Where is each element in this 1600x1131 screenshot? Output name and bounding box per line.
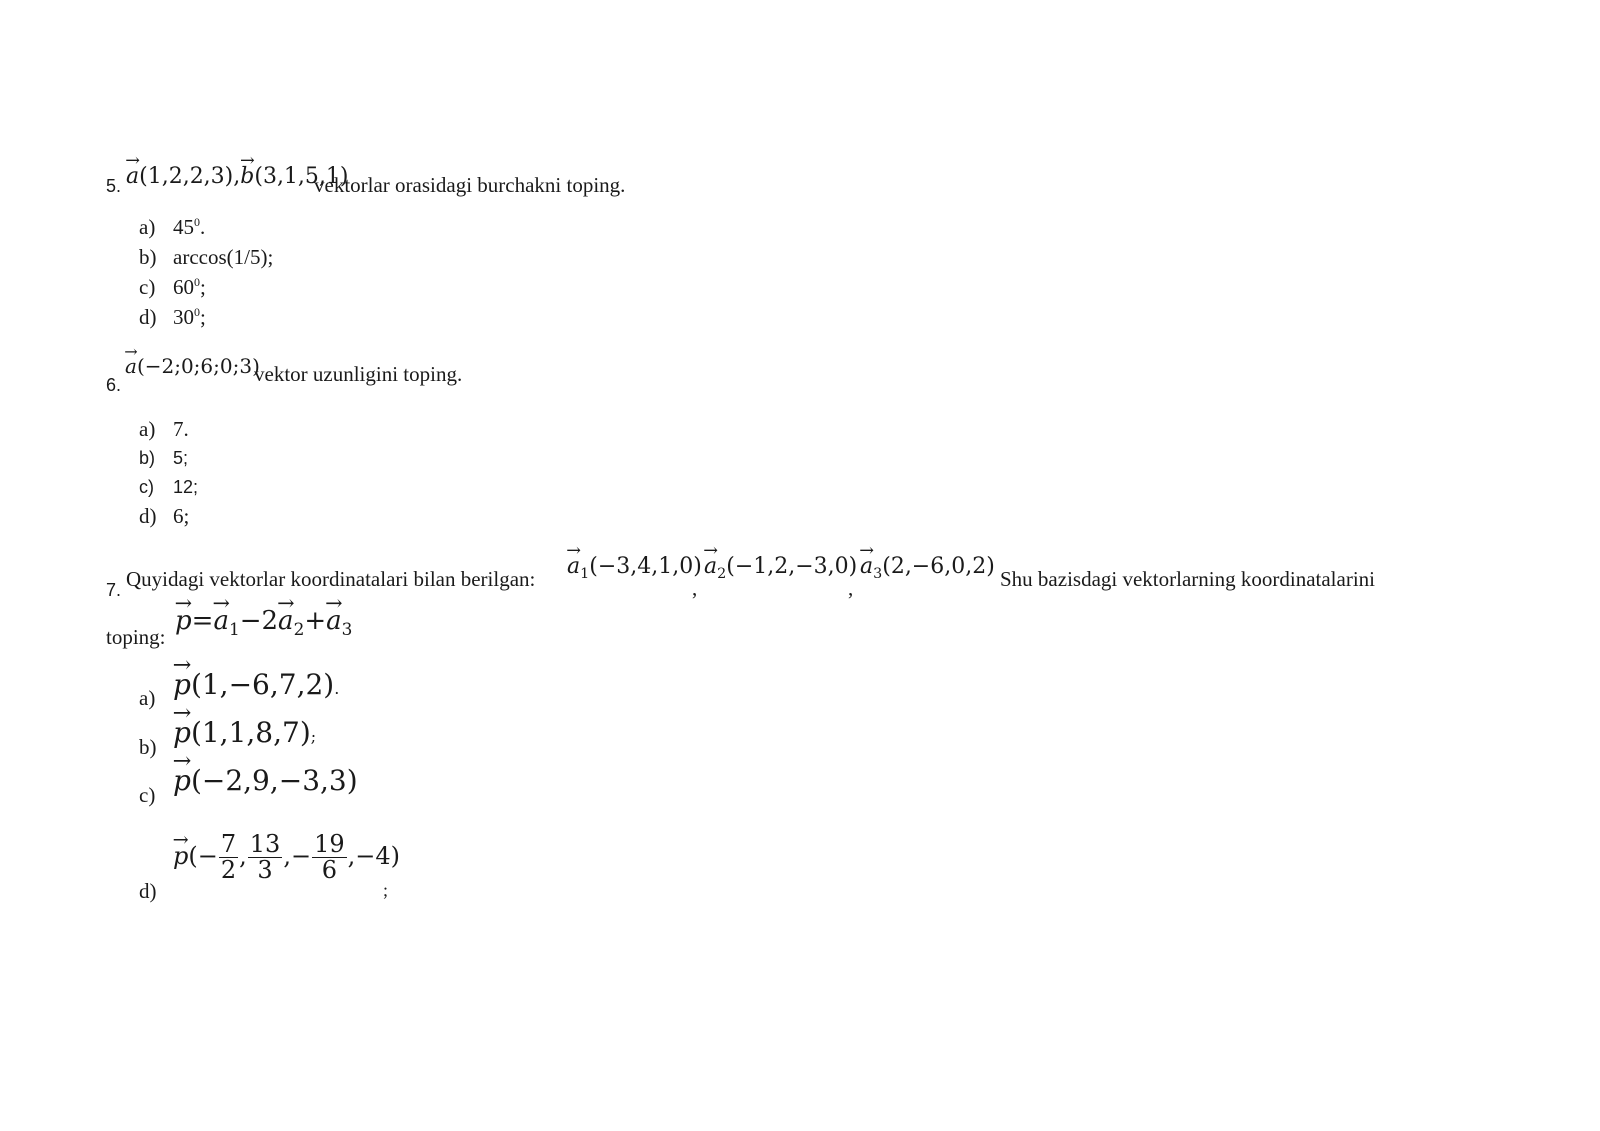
question-text-continued: Shu bazisdagi vektorlarning koordinatalarini — [1000, 567, 1375, 591]
option-letter: b) — [139, 448, 156, 468]
comma: , — [848, 576, 854, 600]
option-value: 5; — [173, 448, 189, 468]
option-letter: c) — [139, 783, 156, 807]
option-value: $45^0$. — [173, 215, 206, 239]
option-value: $30^0$; — [173, 305, 206, 329]
option-value: $60^0$; — [173, 275, 206, 299]
fraction: $\frac{19}{6}$ — [314, 830, 345, 885]
option-letter: d) — [139, 305, 157, 329]
question-text: vektorlar orasidagi burchakni toping. — [314, 173, 626, 197]
option-value: → p(1,1,8,7); — [173, 716, 316, 749]
option-letter: a) — [139, 417, 156, 441]
vector-a2: → $a_2(-1,2,-3,0)$ — [704, 554, 857, 582]
vector-expression: → a(1,2,2,3),→ b(3,1,5,1) — [126, 164, 349, 189]
question-text: vektor uzunligini toping. — [254, 362, 463, 386]
option-letter: a) — [139, 686, 156, 710]
option-letter: c) — [139, 477, 154, 497]
option-value: arccos(1/5); — [173, 245, 274, 269]
toping-label: toping: — [106, 625, 166, 649]
vector-a1: → $a_1(-3,4,1,0)$ — [567, 554, 702, 582]
option-letter: d) — [139, 879, 157, 903]
formula: → $p=\to a_1-2\to a_2+\to a_3$ — [175, 606, 352, 639]
option-value: 6; — [173, 504, 190, 528]
option-value: → p(−2,9,−3,3) — [173, 764, 358, 797]
question-number: 5. — [106, 176, 122, 196]
option-end: ; — [383, 880, 389, 900]
vector-a3: → $a_3(2,-6,0,2)$ — [860, 554, 995, 582]
fraction: $\frac{13}{3}$ — [249, 830, 281, 885]
option-value: 7. — [173, 417, 189, 441]
fraction: $\frac{7}{2}$ — [220, 830, 237, 885]
question-text: Quyidagi vektorlar koordinatalari bilan berilgan: — [126, 567, 536, 591]
question-number: 7. — [106, 580, 122, 600]
vector-expression: → a(−2;0;6;0;3) — [125, 354, 260, 378]
option-value: → p(1,−6,7,2). — [173, 668, 339, 701]
option-letter: b) — [139, 735, 157, 759]
question-number: 6. — [106, 375, 122, 395]
option-letter: d) — [139, 504, 157, 528]
option-value: 12; — [173, 477, 199, 497]
option-letter: a) — [139, 215, 156, 239]
option-letter: c) — [139, 275, 156, 299]
comma: , — [692, 576, 698, 600]
option-letter: b) — [139, 245, 157, 269]
option-value: → p(− $\frac{7}{2}$ , $\frac{13}{3}$ ,− $\frac{19}{6}$ ,−4) — [173, 832, 400, 883]
